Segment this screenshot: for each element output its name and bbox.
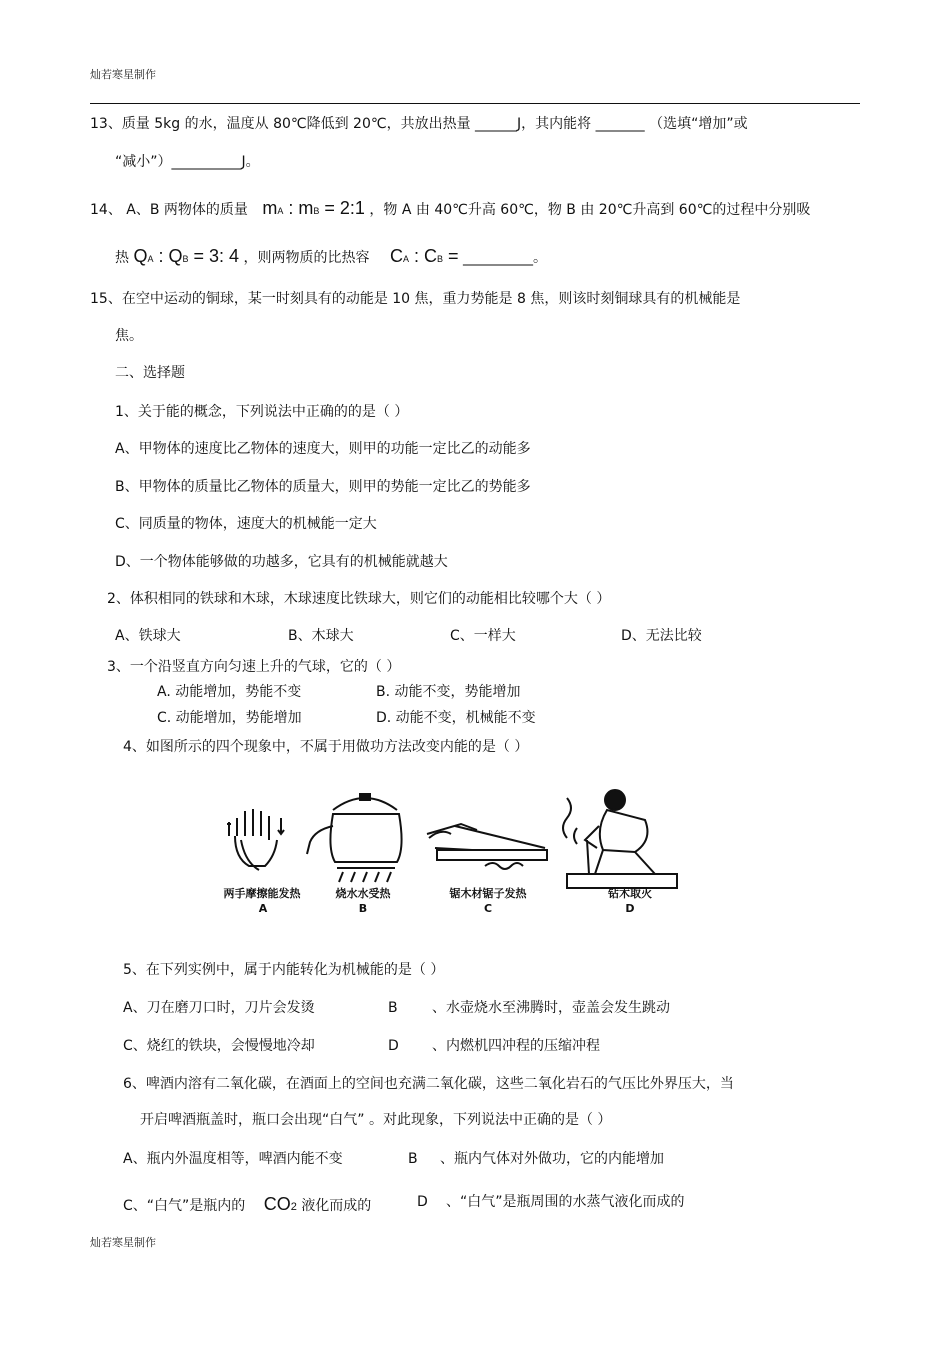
mc3-option-c: C. 动能增加，势能增加 (157, 710, 302, 726)
q14-m-a: A (277, 206, 284, 216)
mc1-stem: 1、关于能的概念，下列说法中正确的的是（ ） (115, 404, 409, 420)
q14-c-ratio (390, 246, 459, 266)
mc2-option-d: D、无法比较 (621, 628, 702, 644)
mc3-option-d: D. 动能不变，机械能不变 (376, 710, 536, 726)
mc5-option-c: C、烧红的铁块，会慢慢地冷却 (123, 1038, 315, 1054)
mc1-option-d: D、一个物体能够做的功越多，它具有的机械能就越大 (115, 554, 448, 570)
page-footer: 灿若寒星制作 (90, 1236, 156, 1249)
mc2-option-a: A、铁球大 (115, 628, 181, 644)
mc3-stem: 3、一个沿竖直方向匀速上升的气球，它的（ ） (107, 659, 401, 675)
mc6-option-d-letter: D (417, 1194, 428, 1210)
q14-c-a: A (402, 254, 409, 264)
q14-text-d: ，则两物质的比热容 (243, 250, 370, 266)
section-title: 二、选择题 (115, 365, 185, 381)
q14-c: C (389, 246, 403, 266)
caption-a: 两手摩擦能发热 (223, 887, 301, 900)
q14-m-val: = 2:1 (319, 198, 365, 218)
letter-d: D (625, 902, 635, 915)
q14-q-mid: : Q (153, 246, 183, 266)
q14-text-b: ，物 A 由 40℃升高 60℃，物 B 由 20℃升高到 60℃的过程中分别吸 (369, 202, 811, 218)
mc4-figure (215, 778, 725, 923)
mc3-option-b: B. 动能不变，势能增加 (376, 684, 521, 700)
mc4-stem: 4、如图所示的四个现象中，不属于用做功方法改变内能的是（ ） (123, 739, 529, 755)
mc2-stem: 2、体积相同的铁球和木球，木球速度比铁球大，则它们的动能相比较哪个大（ ） (107, 591, 611, 607)
page-header: 灿若寒星制作 (90, 68, 156, 81)
caption-d: 钻木取火 (608, 887, 652, 900)
q14-q-a: A (147, 254, 154, 264)
mc5-option-d: 、内燃机四冲程的压缩冲程 (432, 1038, 600, 1054)
q14-line1 (90, 199, 810, 217)
mc3-option-a: A. 动能增加，势能不变 (157, 684, 302, 700)
mc1-option-b: B、甲物体的质量比乙物体的质量大，则甲的势能一定比乙的势能多 (115, 479, 531, 495)
mc4-illustration (215, 778, 725, 923)
mc1-option-c: C、同质量的物体，速度大的机械能一定大 (115, 516, 377, 532)
q14-c-b: B (437, 254, 444, 264)
q14-m: m (262, 198, 278, 218)
co2-formula (264, 1194, 297, 1214)
mc2-option-b: B、木球大 (288, 628, 354, 644)
q14-mass-ratio (262, 198, 365, 218)
mc5-option-a: A、刀在磨刀口时，刀片会发烫 (123, 1000, 315, 1016)
saw-drawing (427, 824, 547, 869)
q14-text-a: 14、 A、B 两物体的质量 (90, 202, 248, 218)
q14-c-val: = (443, 246, 459, 266)
mc1-option-a: A、甲物体的速度比乙物体的速度大，则甲的功能一定比乙的动能多 (115, 441, 531, 457)
hands-rubbing-drawing (227, 809, 284, 870)
mc6-stem-line1: 6、啤酒内溶有二氧化碳，在酒面上的空间也充满二氧化碳，这些二氧化岩石的气压比外界压大，当 (123, 1076, 734, 1092)
caption-c: 锯木材锯子发热 (449, 887, 527, 900)
mc6-option-b-letter: B (408, 1151, 418, 1167)
fire-drilling-drawing (563, 790, 677, 888)
mc6-stem-line2: 开启啤酒瓶盖时，瓶口会出现“白气” 。对此现象，下列说法中正确的是（ ） (140, 1112, 612, 1128)
q14-q-b: B (182, 254, 189, 264)
mc6-option-a: A、瓶内外温度相等，啤酒内能不变 (123, 1151, 343, 1167)
caption-b: 烧水水受热 (335, 887, 391, 900)
mc6-option-c-post: 液化而成的 (301, 1198, 372, 1214)
co2-subscript: 2 (290, 1201, 297, 1213)
mc5-option-b: 、水壶烧水至沸腾时，壶盖会发生跳动 (432, 1000, 670, 1016)
letter-c: C (483, 902, 493, 915)
q14-text-e: __________。 (462, 250, 547, 266)
mc5-option-d-letter: D (388, 1038, 399, 1054)
q14-text-c: 热 (115, 250, 129, 266)
q15-line2: 焦。 (115, 328, 143, 344)
mc6-option-d: 、“白气”是瓶周围的水蒸气液化而成的 (446, 1194, 685, 1210)
mc6-option-c (123, 1195, 371, 1213)
q14-q-val: = 3: 4 (188, 246, 240, 266)
q14-c-mid: : C (408, 246, 437, 266)
q14-line2 (115, 247, 547, 265)
q15-line1: 15、在空中运动的铜球，某一时刻具有的动能是 10 焦，重力势能是 8 焦，则该时刻铜球具有的机械能是 (90, 291, 741, 307)
header-rule (90, 103, 860, 104)
q14-q: Q (133, 246, 148, 266)
q14-m-b: B (313, 206, 320, 216)
q13-line2: “减小”）__________J。 (115, 154, 260, 170)
mc2-option-c: C、一样大 (450, 628, 516, 644)
mc5-option-b-letter: B (388, 1000, 398, 1016)
kettle-drawing (307, 794, 402, 882)
co2-text: CO (263, 1194, 291, 1214)
q13-line1: 13、质量 5kg 的水，温度从 80℃降低到 20℃，共放出热量 ______J，其内能将 _______ （选填“增加”或 (90, 116, 748, 132)
q14-heat-ratio (133, 246, 239, 266)
mc6-option-b: 、瓶内气体对外做功，它的内能增加 (440, 1151, 664, 1167)
letter-a: A (258, 902, 268, 915)
mc5-stem: 5、在下列实例中，属于内能转化为机械能的是（ ） (123, 962, 445, 978)
mc6-option-c-pre: C、“白气”是瓶内的 (123, 1198, 246, 1214)
q14-m-mid: : m (283, 198, 314, 218)
letter-b: B (358, 902, 368, 915)
